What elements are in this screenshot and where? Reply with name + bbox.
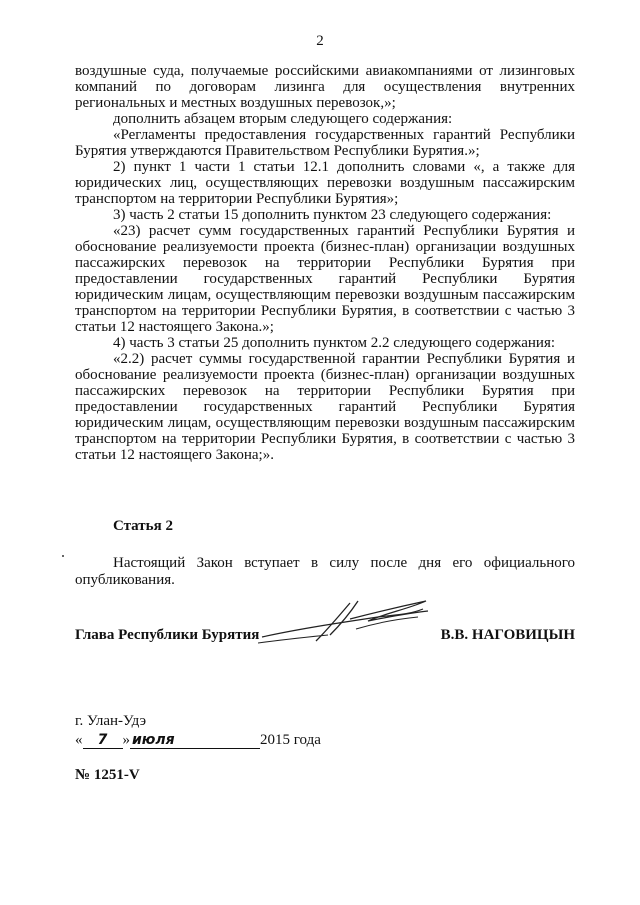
page-number: 2 — [316, 33, 324, 49]
paragraph-8: «2.2) расчет суммы государственной гарантии Республики Бурятия и обоснование реализуемости проекта (бизнес-план) организации воздушных пассажирских перевозок на территории Республики Бурятия при предоставлении государственных гарантий Республики Бурятия юридическим лицам, осуществляющим перевозки воздушным пассажирским транспортом на территории Республики Бурятия, в соответствии с частью 3 статьи 12 настоящего Закона;». — [75, 351, 575, 463]
signatory-title: Глава Республики Бурятия — [75, 627, 260, 643]
date-close-quote: » — [122, 732, 130, 748]
paragraph-4: 2) пункт 1 части 1 статьи 12.1 дополнить словами «, а также для юридических лиц, осуществляющих перевозки воздушным пассажирским транспортом на территории Республики Бурятия»; — [75, 159, 575, 207]
scan-dot — [62, 555, 64, 557]
article-2-text: Настоящий Закон вступает в силу после дня его официального опубликования. — [75, 555, 575, 588]
article-2-body — [75, 555, 575, 589]
paragraph-5: 3) часть 2 статьи 15 дополнить пунктом 23 следующего содержания: — [113, 207, 552, 223]
paragraph-6: «23) расчет сумм государственных гарантий Республики Бурятия и обоснование реализуемости проекта (бизнес-план) организации воздушных пассажирских перевозок на территории Республики Бурятия при предоставлении государственных гарантий Республики Бурятия юридическим лицам, осуществляющим перевозки воздушным пассажирским транспортом на территории Республики Бурятия, в соответствии с частью 3 статьи 12 настоящего Закона.»; — [75, 223, 575, 335]
date-day: 7 — [83, 733, 123, 749]
article-2-heading: Статья 2 — [113, 518, 173, 534]
law-number: № 1251-V — [75, 767, 140, 783]
signing-date — [75, 732, 321, 749]
date-year: 2015 года — [260, 732, 321, 748]
place-of-signing: г. Улан-Удэ — [75, 713, 147, 729]
date-open-quote: « — [75, 732, 83, 748]
document-body — [75, 63, 575, 463]
handwritten-signature — [258, 593, 433, 653]
paragraph-3: «Регламенты предоставления государственных гарантий Республики Бурятия утверждаются Правительством Республики Бурятия.»; — [75, 127, 575, 159]
paragraph-7: 4) часть 3 статьи 25 дополнить пунктом 2.2 следующего содержания: — [113, 335, 556, 351]
paragraph-1: воздушные суда, получаемые российскими авиакомпаниями от лизинговых компаний по договорам лизинга для осуществления внутренних региональных и местных воздушных перевозок,»; — [75, 63, 575, 111]
paragraph-2: дополнить абзацем вторым следующего содержания: — [113, 111, 453, 127]
date-month: июля — [130, 733, 260, 749]
signatory-name: В.В. НАГОВИЦЫН — [440, 627, 575, 643]
